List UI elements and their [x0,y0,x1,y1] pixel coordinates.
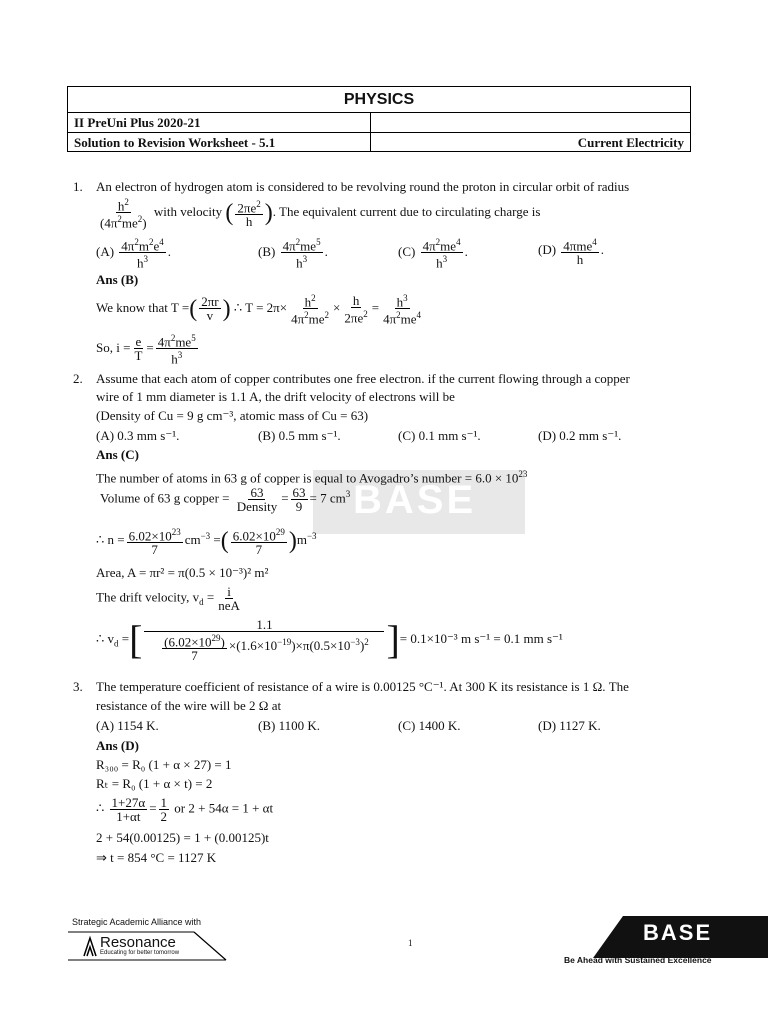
q1-so: So, [96,339,113,355]
q3-opt-d: (D) 1127 K. [538,718,601,733]
q2-line1: The number of atoms in 63 g of copper is equal to Avogadro’s number = 6.0 × 10 [96,470,519,486]
q3-l2: Rₜ = R₀ (1 + α × t) = 2 [96,776,213,791]
q1-opt-d: (D) [538,242,557,258]
q2-opt-c: (C) 0.1 mm s⁻¹. [398,428,481,443]
resonance-logo [68,928,228,962]
topic-title: Current Electricity [577,135,684,150]
q3-l5: ⇒ t = 854 °C = 1127 K [96,850,217,865]
alliance-text: Strategic Academic Alliance with [72,917,202,927]
q3-opt-b: (B) 1100 K. [258,718,320,733]
header-table [67,86,691,152]
course-name: II PreUni Plus 2020-21 [68,113,371,132]
base-tagline: Be Ahead with Sustained Excellence [564,955,712,965]
q1-text-b: with velocity [153,203,223,219]
q2-text-b: wire of 1 mm diameter is 1.1 A, the drift velocity of electrons will be [96,389,455,404]
q2-opt-b: (B) 0.5 mm s⁻¹. [258,428,341,443]
q2-result: = 0.1×10⁻³ m s⁻¹ = 0.1 mm s⁻¹ [399,631,563,647]
q2-number: 2. [73,371,83,386]
q1-know: We know that [96,299,168,315]
base-logo-bar [563,910,768,958]
q1-opt-a: (A) [96,243,115,259]
resonance-tagline: Educating for better tomorrow [100,950,180,956]
base-logo: BASE [643,920,713,945]
q3-answer: Ans (D) [96,738,139,753]
q3-opt-a: (A) 1154 K. [96,718,159,733]
q2-text-c: (Density of Cu = 9 g cm⁻³, atomic mass of Cu = 63) [96,408,369,423]
q2-text-a: Assume that each atom of copper contributes one free electron. if the current flowing through a copper [96,371,630,386]
q1-opt-b: (B) [258,243,276,259]
resonance-name: Resonance [100,934,176,951]
q2-volume-label: Volume of 63 g copper = [100,490,230,506]
q1-options: (A) $\frac{4\pi^2m^2e^4}{h^3}$ . [96,237,172,271]
q3-l3: or 2 + 54α = 1 + αt [174,800,274,816]
q3-number: 3. [73,679,83,694]
subject-title: PHYSICS [68,87,690,113]
q3-text-b: resistance of the wire will be 2 Ω at [96,698,282,713]
watermark: BASE [313,470,525,534]
page-number: 1 [408,938,413,948]
q2-answer: Ans (C) [96,447,139,462]
worksheet-title: Solution to Revision Worksheet - 5.1 [68,133,371,152]
q1-text-a: An electron of hydrogen atom is considered to be revolving round the proton in circular orbit of radius [96,179,630,194]
q3-text-a: The temperature coefficient of resistance of a wire is 0.00125 °C⁻¹. At 300 K its resistance is 1 Ω. The [96,679,629,694]
q3-l1: R₃₀₀ = R₀ (1 + α × 27) = 1 [96,757,232,772]
q2-opt-d: (D) 0.2 mm s⁻¹. [538,428,622,443]
q1-answer: Ans (B) [96,272,139,287]
q3-l4: 2 + 54(0.00125) = 1 + (0.00125)t [96,830,269,845]
q1-text-c: . The equivalent current due to circulating charge is [272,203,541,219]
q2-drift: The drift velocity, [96,589,190,605]
q2-area: Area, A = πr² = π(0.5 × 10⁻³)² m² [96,565,269,580]
q1-number: 1. [73,179,83,194]
q2-opt-a: (A) 0.3 mm s⁻¹. [96,428,180,443]
q3-opt-c: (C) 1400 K. [398,718,461,733]
q1-opt-c: (C) [398,243,416,259]
